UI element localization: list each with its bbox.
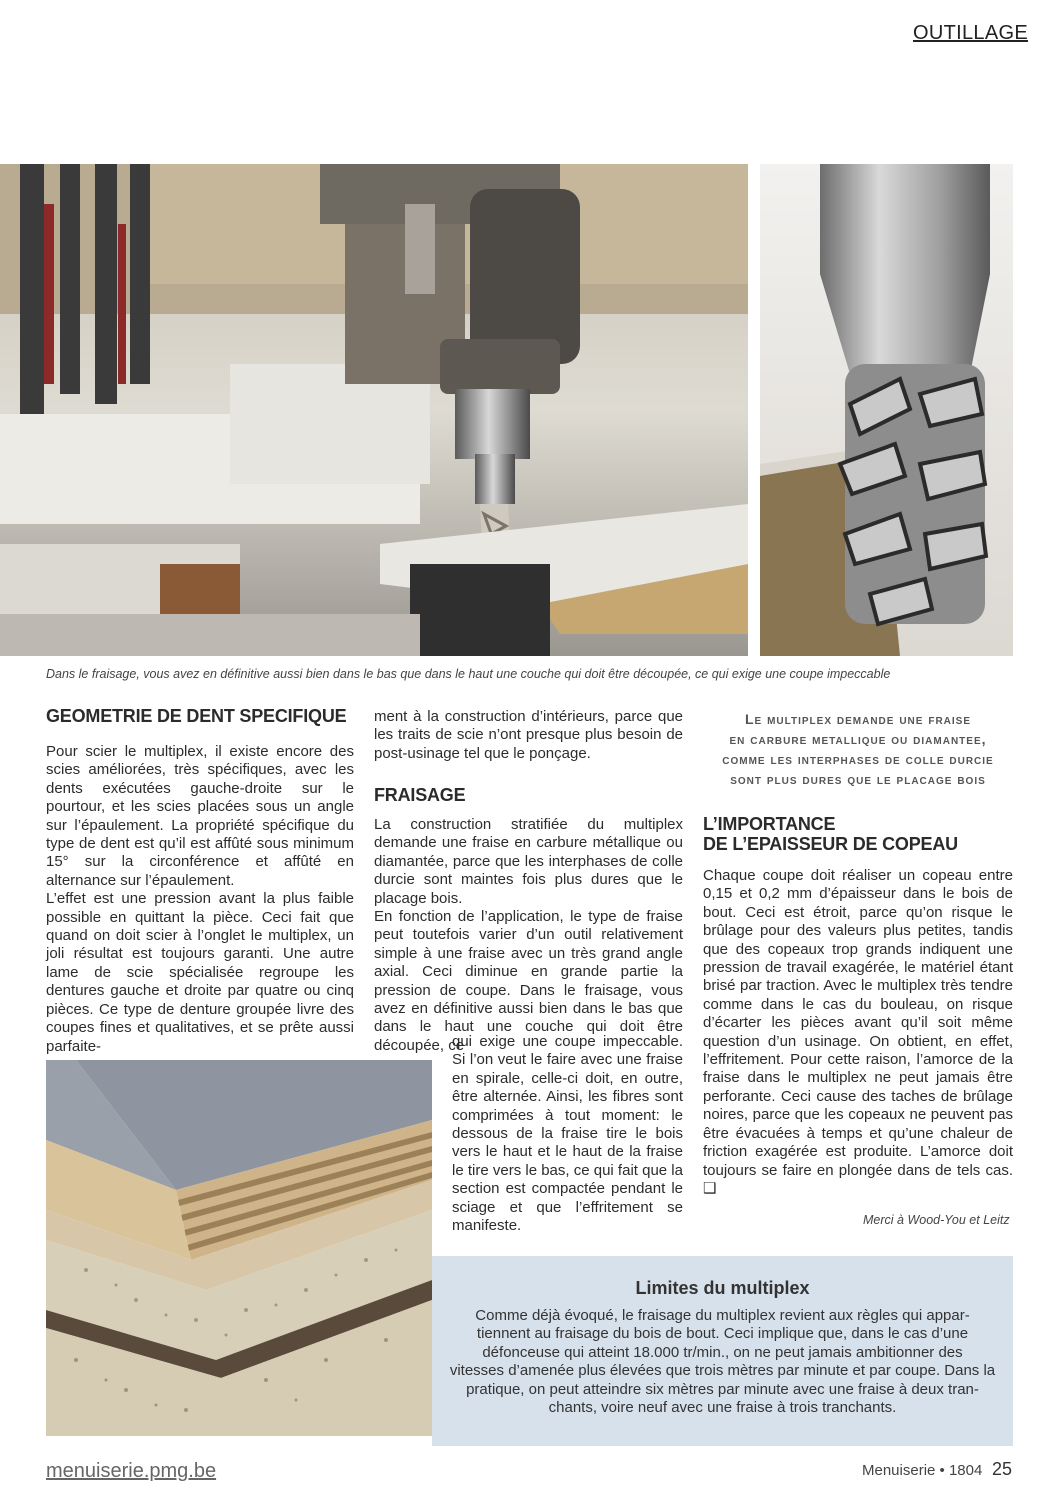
col1-body xyxy=(46,743,354,1056)
footer-magazine: Menuiserie • 1804 xyxy=(862,1462,983,1479)
col1-paragraph: Pour scier le multiplex, il existe encore des scies améliorées, très spécifiques, avec les dents exécutées gauche-droite sur le pourtour, et les scies placées sous un angle sur l’épaulement. La propriété spécifique du type de dent est qu’il est affûté sous minimum 15° sur la circonférence et affûté en alternance sur l’épaulement. xyxy=(46,743,354,889)
heading-epaisseur xyxy=(703,814,958,854)
info-box-body xyxy=(440,1307,1005,1417)
pull-quote-line: sont plus dures que le placage bois xyxy=(730,771,986,787)
panels-photo xyxy=(46,1060,432,1436)
pull-quote-line: Le multiplex demande une fraise xyxy=(744,711,972,727)
info-box-line: tiennent au fraisage du bois de bout. Ceci implique que, dans le cas d’une xyxy=(476,1325,969,1343)
footer-url-link[interactable]: menuiserie.pmg.be xyxy=(46,1460,217,1482)
milling-cutter-photo xyxy=(760,164,1013,656)
col3-body xyxy=(703,867,1013,1198)
heading-line: DE L’EPAISSEUR DE COPEAU xyxy=(703,834,958,854)
info-box-title: Limites du multiplex xyxy=(635,1278,810,1298)
info-box-line: pratique, on peut atteindre six mètres par minute avec une fraise à deux tran- xyxy=(466,1380,979,1398)
heading-geometrie: GEOMETRIE DE DENT SPECIFIQUE xyxy=(46,706,347,726)
info-box-line: vitesses d’amenée plus élevées que trois mètres par minute et par coupe. Dans la xyxy=(449,1362,996,1380)
info-box-line: défonceuse qui atteint 18.000 tr/min., on ne peut jamais ambitionner des xyxy=(482,1343,963,1361)
pull-quote-line: en carbure metallique ou diamantee, xyxy=(729,731,987,747)
section-tag: OUTILLAGE xyxy=(913,22,1028,44)
col2-wrapped-body: qui exige une coupe impeccable. Si l’on veut le faire avec une fraise en spirale, celle-ci doit, en outre, être alternée. Ainsi, les fibres sont comprimées à tout moment: le dessous de la fraise tire le bois vers le haut et le haut de la fraise le tire vers le bas, ce qui fait que la section est compactée pendant le sciage et que l’effritement se manifeste. xyxy=(452,1033,683,1235)
pull-quote-line: comme les interphases de colle durcie xyxy=(722,751,994,767)
info-box-line: chants, voire neuf avec une fraise à trois tranchants. xyxy=(548,1399,897,1417)
col2-paragraph: La construction stratifiée du multiplex demande une fraise en carbure métallique ou diamantée, parce que les interphases de colle durcie sont maintes fois plus dures que le placage bois. xyxy=(374,816,683,907)
heading-fraisage: FRAISAGE xyxy=(374,785,466,805)
heading-line: L’IMPORTANCE xyxy=(703,814,836,834)
col1-paragraph: L’effet est une pression avant la plus faible possible en quittant la pièce. Ceci fait que quand on doit scier à l’onglet le multiplex, un joli résultat est toujours garanti. Une autre lame de scie spécialisée regroupe les dentures gauche et droite par quatre ou cinq pièces. Ce type de denture groupée livre des coupes fines et qualitatives, et se prête aussi parfaite- xyxy=(46,890,354,1055)
info-box-line: Comme déjà évoqué, le fraisage du multiplex revient aux règles qui appar- xyxy=(475,1307,970,1324)
col2-paragraph: En fonction de l’application, le type de fraise peut toutefois varier d’un outil relativement simple à une fraise avec un très grand angle axial. Ceci diminue en grande partie la pression de coupe. Dans le fraisage, vous avez en définitive aussi bien dans le bas que dans le haut une couche qui doit être découpée, ce xyxy=(374,908,683,1054)
cnc-machine-photo xyxy=(0,164,748,656)
credit-line: Merci à Wood-You et Leitz xyxy=(863,1213,1010,1227)
col2-body xyxy=(374,816,683,1055)
photo-caption: Dans le fraisage, vous avez en définitive aussi bien dans le bas que dans le haut une couche qui doit être découpée, ce qui exige une coupe impeccable xyxy=(46,667,891,681)
page-number: 25 xyxy=(992,1459,1013,1479)
col3-paragraph: Chaque coupe doit réaliser un copeau entre 0,15 et 0,2 mm d’épaisseur dans le bois de bout. Ceci est étroit, parce qu’on risque le brûlage pour des valeurs plus petites, tandis que des copeaux trop grands indiquent une pression de travail exagérée, le matériel étant brisé par traction. Avec le multiplex très tendre comme dans le cas du bouleau, on risque d’écarter les pièces avant qu’il soit même question d’un usinage. On obtient, en effet, l’effritement. Pour cette raison, l’amorce de la fraise dans le multiplex ne peut jamais être perforante. Ceci cause des taches de brûlage noires, parce que les copeaux ne peuvent pas être évacuées à temps et qu’une chaleur de friction exagérée est produite. L’amorce doit toujours se faire en plongée dans de tels cas. xyxy=(703,867,1013,1179)
pull-quote xyxy=(703,709,1013,789)
end-mark-icon: ❑ xyxy=(703,1179,717,1197)
col2-continuation: ment à la construction d’intérieurs, parce que les traits de scie n’ont presque plus besoin de post-usinage tel que le ponçage. xyxy=(374,708,683,762)
